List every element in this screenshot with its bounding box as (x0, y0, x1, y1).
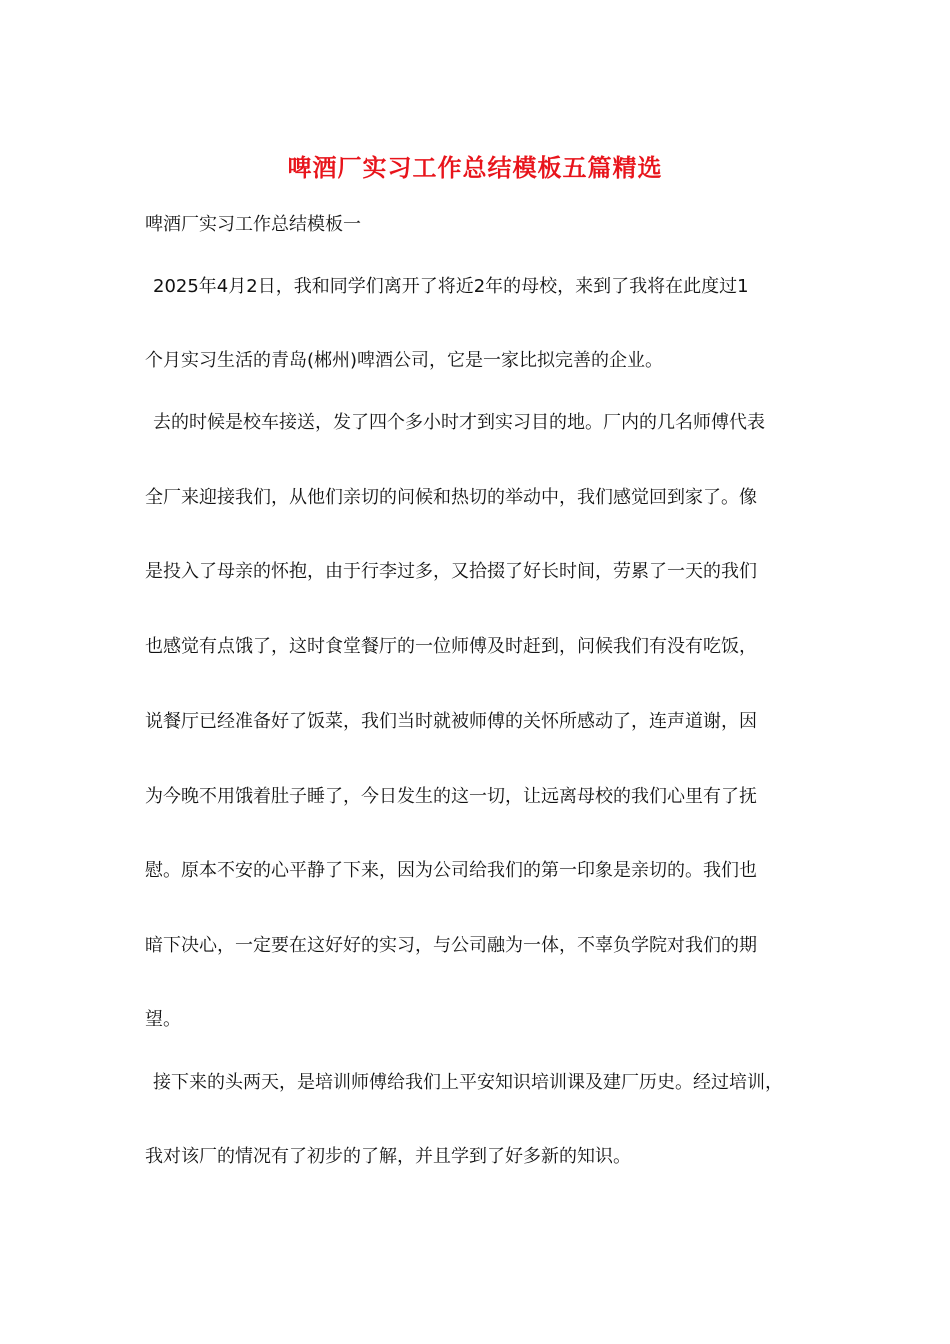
paragraph-line: 个月实习生活的青岛(郴州)啤酒公司，它是一家比拟完善的企业。 (145, 350, 664, 371)
paragraph-line: 说餐厅已经准备好了饭菜，我们当时就被师傅的关怀所感动了，连声道谢，因 (145, 711, 757, 732)
document-title: 啤酒厂实习工作总结模板五篇精选 (287, 153, 663, 182)
paragraph-line: 我对该厂的情况有了初步的了解，并且学到了好多新的知识。 (145, 1146, 631, 1167)
paragraph-line: 为今晚不用饿着肚子睡了，今日发生的这一切，让远离母校的我们心里有了抚 (145, 786, 757, 807)
paragraph-line: 是投入了母亲的怀抱，由于行李过多，又拾掇了好长时间，劳累了一天的我们 (145, 561, 757, 582)
paragraph-line: 望。 (145, 1009, 181, 1030)
paragraph-line: 去的时候是校车接送，发了四个多小时才到实习目的地。厂内的几名师傅代表 (153, 412, 765, 433)
paragraph-line: 慰。原本不安的心平静了下来，因为公司给我们的第一印象是亲切的。我们也 (145, 860, 757, 881)
paragraph-line: 接下来的头两天，是培训师傅给我们上平安知识培训课及建厂历史。经过培训， (153, 1072, 783, 1093)
section-heading: 啤酒厂实习工作总结模板一 (145, 214, 361, 235)
paragraph-line: 2025年4月2日，我和同学们离开了将近2年的母校，来到了我将在此度过1 (153, 276, 749, 297)
paragraph-line: 暗下决心，一定要在这好好的实习，与公司融为一体，不辜负学院对我们的期 (145, 935, 757, 956)
paragraph-line: 也感觉有点饿了，这时食堂餐厅的一位师傅及时赶到，问候我们有没有吃饭， (145, 636, 757, 657)
paragraph-line: 全厂来迎接我们，从他们亲切的问候和热切的举动中，我们感觉回到家了。像 (145, 487, 757, 508)
